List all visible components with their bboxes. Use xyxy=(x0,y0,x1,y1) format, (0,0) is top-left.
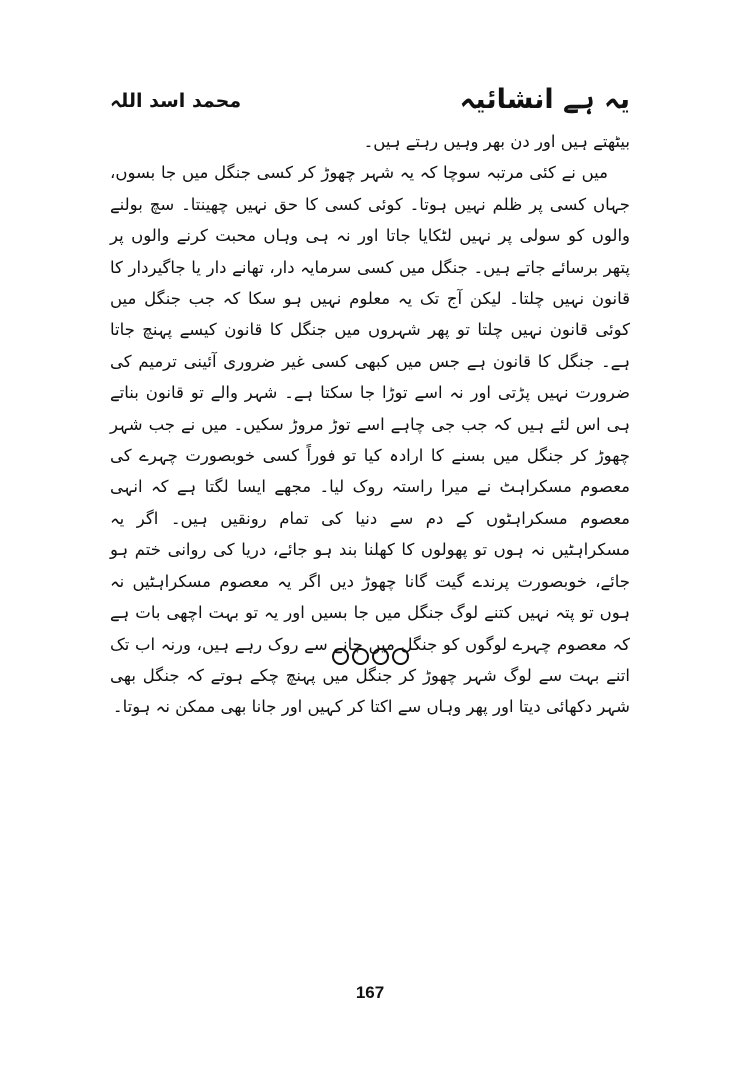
ring-ornament-icon xyxy=(372,648,389,665)
ring-ornament-icon xyxy=(392,648,409,665)
ring-ornament-icon xyxy=(352,648,369,665)
author-name: محمد اسد اللہ xyxy=(110,90,242,112)
ring-ornament-icon xyxy=(332,648,349,665)
running-header xyxy=(110,82,630,118)
page-number: 167 xyxy=(355,983,385,1002)
paragraph: میں نے کئی مرتبہ سوچا کہ یہ شہر چھوڑ کر کسی جنگل میں جا بسوں، جہاں کسی پر ظلم نہیں ہوتا۔ کوئی کسی کا حق نہیں چھینتا۔ سچ بولنے والوں کو سولی پر نہیں لٹکایا جاتا اور نہ ہی وہاں محبت کرنے والوں پر پتھر برسائے جاتے ہیں۔ جنگل میں کسی سرمایہ دار، تھانے دار یا جاگیردار کا قانون نہیں چلتا۔ لیکن آج تک یہ معلوم نہیں ہو سکا کہ جب جنگل میں کوئی قانون نہیں چلتا تو پھر شہروں میں جنگل کا قانون کیسے پہنچ جاتا ہے۔ جنگل کا قانون ہے جس میں کبھی کسی غیر ضروری آئینی ترمیم کی ضرورت نہیں پڑتی اور نہ اسے توڑا جا سکتا ہے۔ شہر والے تو قانون بناتے ہی اس لئے ہیں کہ جب جی چاہے اسے توڑ مروڑ سکیں۔ میں نے جب شہر چھوڑ کر جنگل میں بسنے کا ارادہ کیا تو فوراً کسی خوبصورت چہرے کی معصوم مسکراہٹ نے میرا راستہ روک لیا۔ مجھے ایسا لگتا ہے کہ انہی معصوم مسکراہٹوں کے دم سے دنیا کی تمام رونقیں ہیں۔ اگر یہ مسکراہٹیں نہ ہوں تو پھولوں کا کھلنا بند ہو جائے، دریا کی روانی ختم ہو جائے، خوبصورت پرندے گیت گانا چھوڑ دیں اگر یہ معصوم مسکراہٹیں نہ ہوں تو پتہ نہیں کتنے لوگ جنگل میں جا بسیں اور یہ تو بہت اچھی بات ہے کہ معصوم چہرے لوگوں کو جنگل میں جانے سے روک رہے ہیں، ورنہ اب تک اتنے بہت سے لوگ شہر چھوڑ کر جنگل میں پہنچ چکے ہوتے کہ جنگل بھی شہر دکھائی دیتا اور پھر وہاں سے اکتا کر کہیں اور جانا بھی ممکن نہ ہوتا۔ xyxy=(110,163,630,717)
paragraph-continuation: بیٹھتے ہیں اور دن بھر وہیں رہتے ہیں۔ xyxy=(363,132,630,151)
body-text xyxy=(110,126,630,723)
section-divider xyxy=(0,648,740,665)
essay-title: یہ ہے انشائیہ xyxy=(459,84,630,115)
